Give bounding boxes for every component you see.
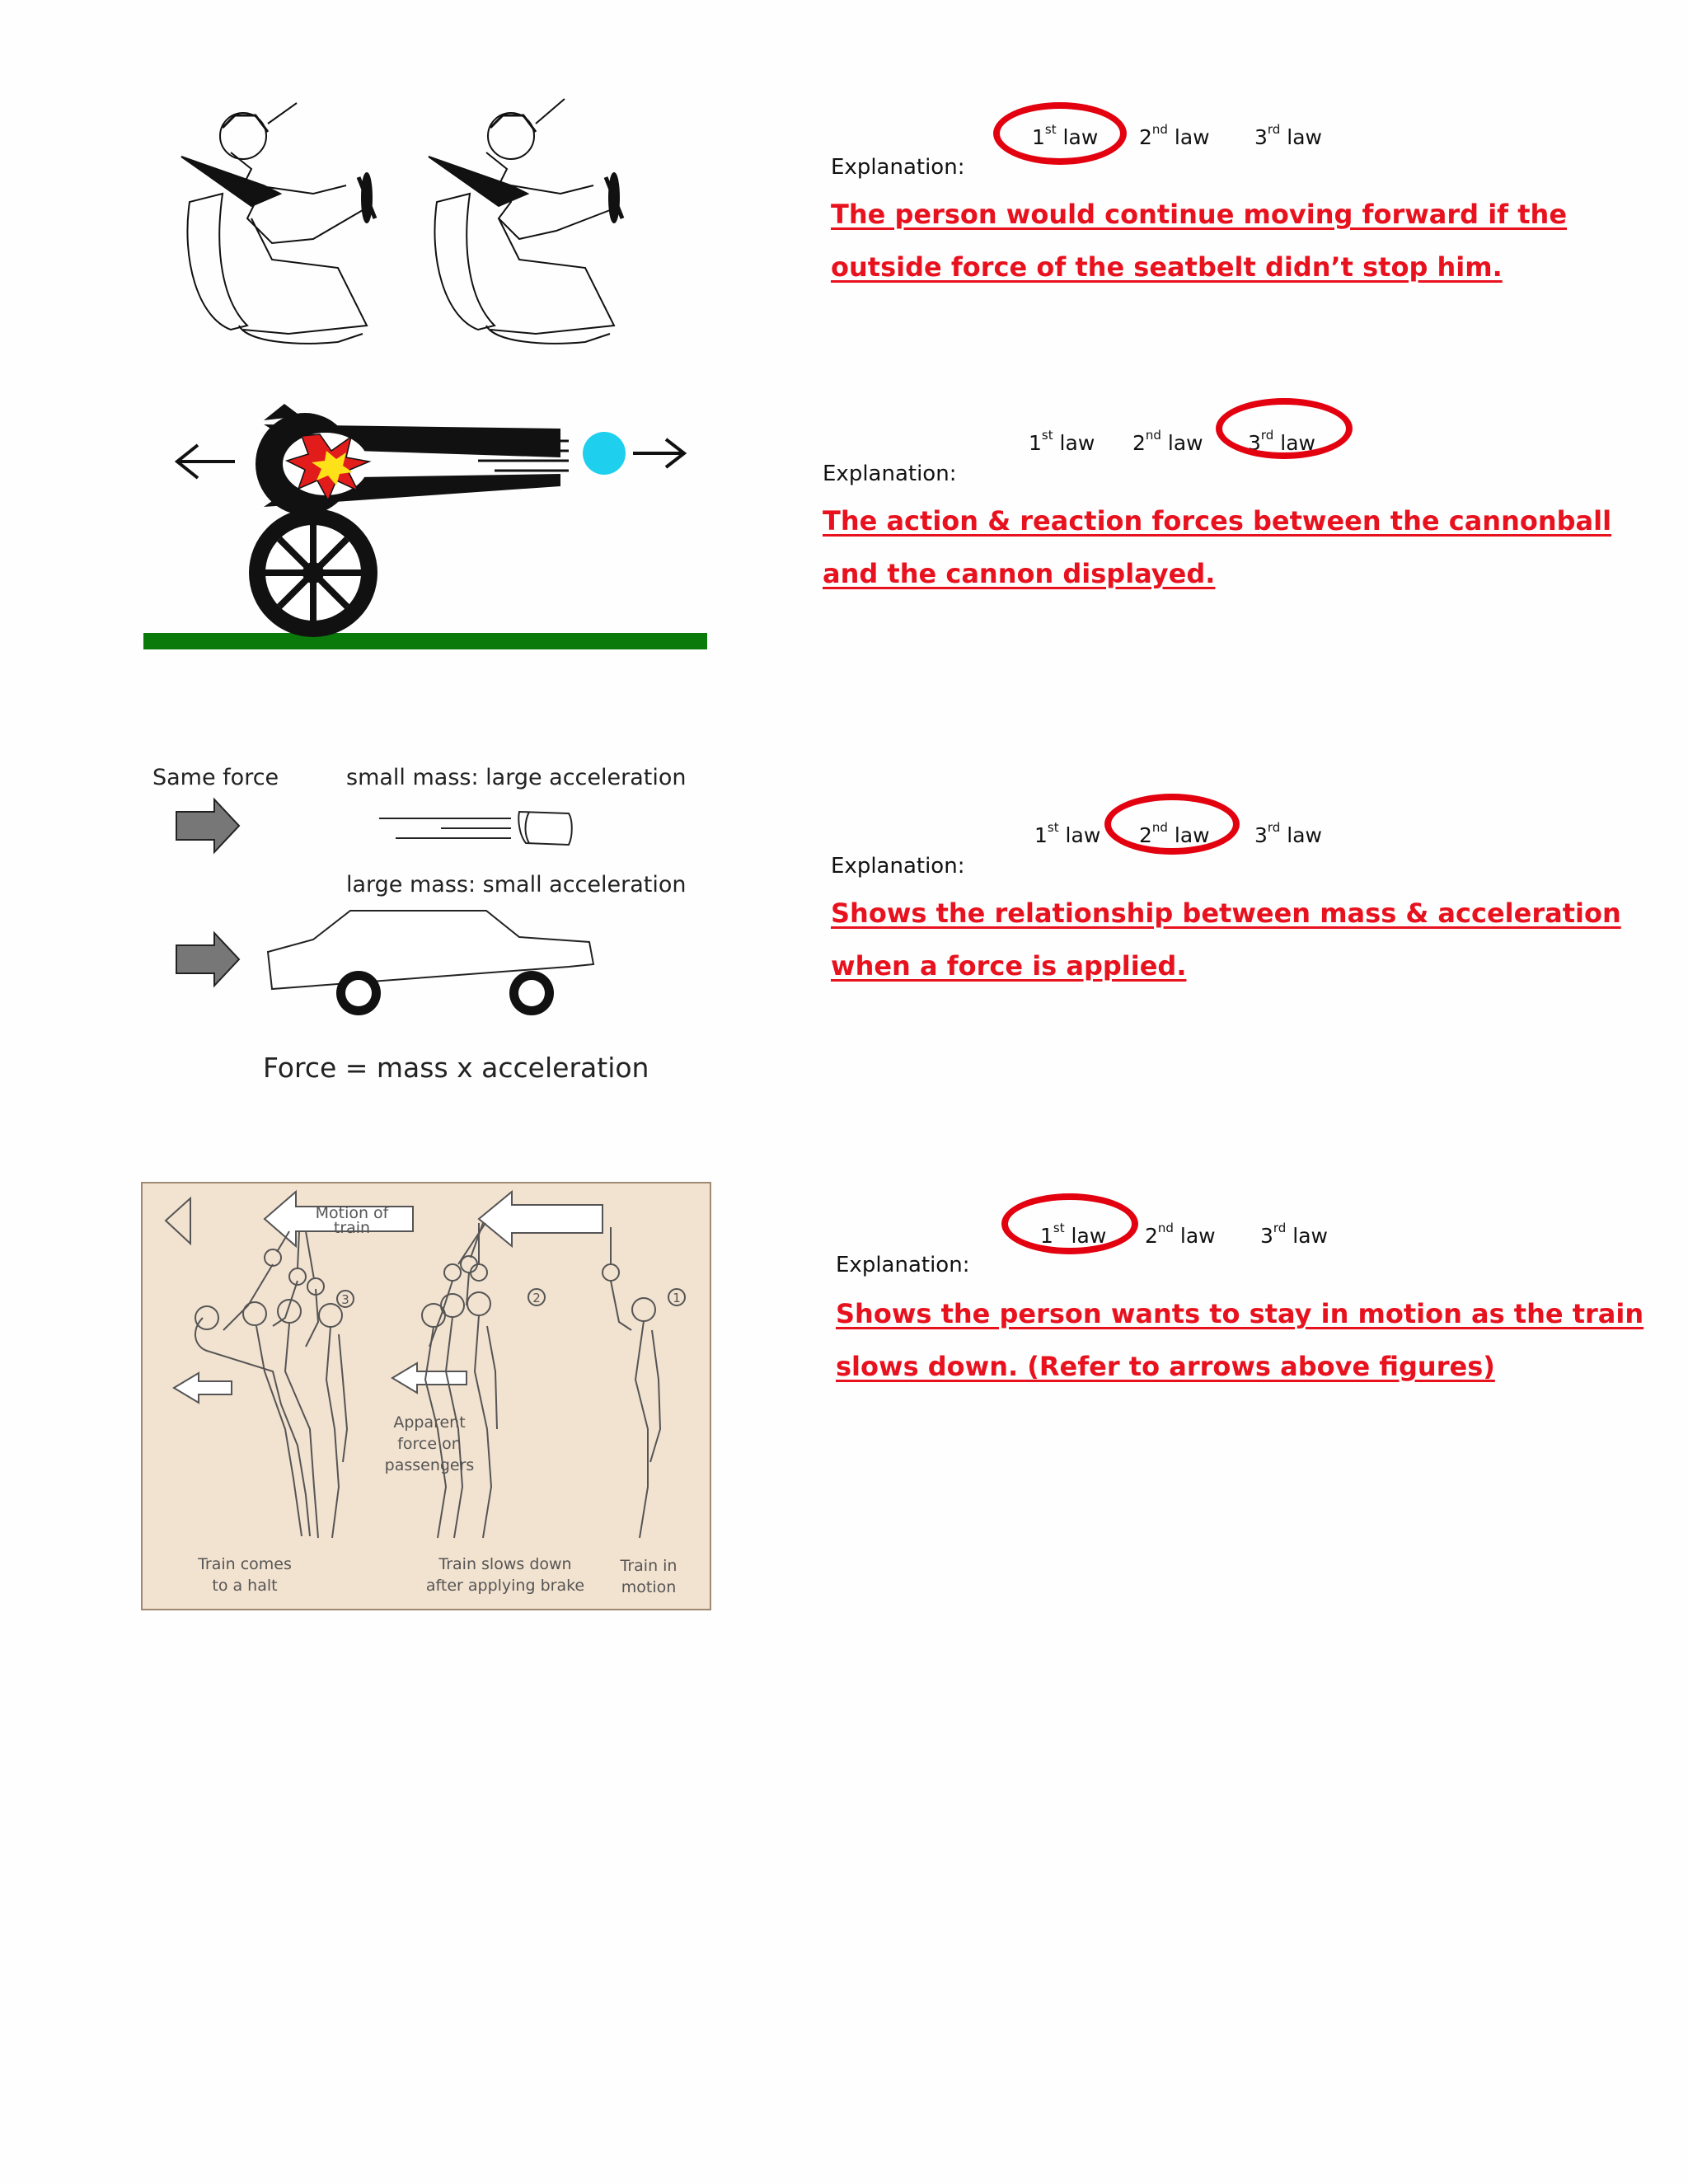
- caption-halt: Train comes: [198, 1555, 292, 1573]
- caption-slow: Train slows down: [438, 1555, 572, 1573]
- explanation-text-2: The action & reaction forces between the cannonball and the cannon displayed.: [823, 505, 1612, 589]
- force-formula: Force = mass x acceleration: [263, 1052, 649, 1084]
- cannon-wheel: [249, 509, 377, 637]
- cannonball: [583, 432, 626, 475]
- law-option-3rd[interactable]: 3rd law: [1254, 122, 1323, 149]
- law-option-1st[interactable]: 1st law: [1029, 428, 1095, 455]
- svg-text:motion: motion: [621, 1578, 677, 1596]
- caption-motion: Train in: [620, 1557, 678, 1575]
- law-option-1st[interactable]: 1st law: [1032, 122, 1099, 149]
- apparent-force-label: Apparent: [393, 1413, 466, 1432]
- small-mass-label: small mass: large acceleration: [346, 765, 687, 790]
- large-mass-label: large mass: small acceleration: [346, 872, 687, 898]
- law-option-3rd[interactable]: 3rd law: [1260, 1221, 1329, 1248]
- explanation-label: Explanation:: [831, 155, 965, 180]
- selected-law-circle: [1216, 398, 1353, 459]
- svg-text:1: 1: [673, 1291, 681, 1305]
- svg-text:Motion of: Motion of: [315, 1204, 389, 1222]
- driver-figure-right: [429, 99, 622, 344]
- svg-text:passengers: passengers: [384, 1456, 475, 1474]
- law-option-3rd[interactable]: 3rd law: [1248, 428, 1316, 455]
- same-force-label: Same force: [152, 765, 279, 790]
- driver-figure-left: [181, 103, 375, 344]
- seatbelt-figure: [173, 95, 668, 350]
- explanation-label: Explanation:: [836, 1253, 970, 1277]
- svg-text:to a halt: to a halt: [212, 1577, 278, 1595]
- law-option-2nd[interactable]: 2nd law: [1139, 122, 1210, 149]
- explanation-text-3: Shows the relationship between mass & acceleration when a force is applied.: [831, 898, 1621, 982]
- recoil-arrow: [177, 445, 235, 478]
- svg-text:3: 3: [341, 1292, 349, 1307]
- selected-law-circle: [1001, 1193, 1138, 1254]
- ground-bar: [143, 633, 707, 649]
- cannonball-arrow: [633, 439, 684, 467]
- explanation-text-1: The person would continue moving forward if the outside force of the seatbelt didn’t stop him.: [831, 199, 1568, 283]
- mass-acceleration-figure: [148, 754, 709, 1092]
- svg-text:after applying brake: after applying brake: [425, 1577, 585, 1595]
- law-option-1st[interactable]: 1st law: [1034, 820, 1101, 847]
- force-arrow-icon: [176, 799, 239, 852]
- law-option-3rd[interactable]: 3rd law: [1254, 820, 1323, 847]
- cannon-figure: [140, 391, 717, 655]
- train-figure: [141, 1182, 711, 1610]
- law-option-1st[interactable]: 1st law: [1040, 1221, 1107, 1248]
- explanation-label: Explanation:: [823, 462, 957, 486]
- car-wheel-right: [509, 971, 554, 1015]
- force-arrow-icon: [176, 933, 239, 986]
- explanation-label: Explanation:: [831, 854, 965, 879]
- svg-text:train: train: [333, 1219, 371, 1237]
- svg-text:2: 2: [532, 1291, 541, 1305]
- explanation-text-4: Shows the person wants to stay in motion as the train slows down. (Refer to arrows above figures): [836, 1298, 1644, 1382]
- law-option-2nd[interactable]: 2nd law: [1145, 1221, 1216, 1248]
- svg-text:force on: force on: [397, 1435, 462, 1453]
- selected-law-circle: [1104, 794, 1240, 855]
- selected-law-circle: [993, 102, 1127, 165]
- law-option-2nd[interactable]: 2nd law: [1139, 820, 1210, 847]
- car-wheel-left: [336, 971, 381, 1015]
- law-option-2nd[interactable]: 2nd law: [1132, 428, 1203, 455]
